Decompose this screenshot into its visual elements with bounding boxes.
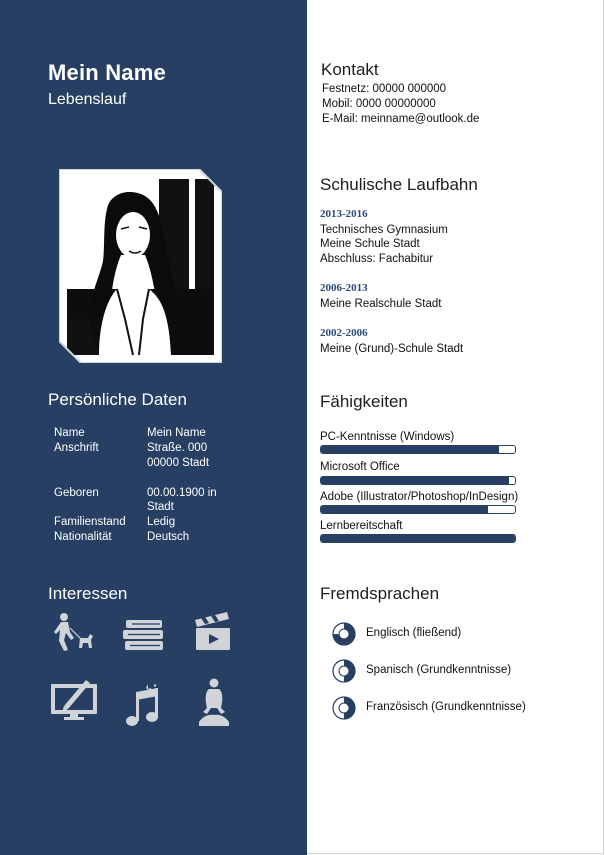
personal-value-city: 00000 Stadt bbox=[147, 457, 210, 469]
dog-walking-icon bbox=[52, 612, 94, 652]
personal-value-street: Straße. 000 bbox=[147, 442, 208, 454]
education-line: Meine (Grund)-Schule Stadt bbox=[320, 343, 464, 355]
personal-value-nationality: Deutsch bbox=[147, 531, 190, 543]
personal-value-name: Mein Name bbox=[147, 427, 206, 439]
language-label: Englisch (fließend) bbox=[366, 627, 462, 639]
personal-label-marital: Familienstand bbox=[54, 516, 126, 528]
personal-label-address: Anschrift bbox=[54, 442, 99, 454]
personal-label-born: Geboren bbox=[54, 487, 99, 499]
interests-title: Interessen bbox=[48, 584, 128, 603]
contact-title: Kontakt bbox=[321, 60, 379, 79]
education-title: Schulische Laufbahn bbox=[320, 175, 478, 194]
personal-data-title: Persönliche Daten bbox=[48, 390, 187, 409]
skill-bar bbox=[320, 534, 516, 543]
education-line: Meine Schule Stadt bbox=[320, 238, 420, 250]
skill-bar bbox=[320, 445, 516, 454]
education-years-3: 2002-2006 bbox=[320, 327, 368, 339]
skill-label: Microsoft Office bbox=[320, 461, 400, 473]
person-name: Mein Name bbox=[48, 60, 166, 85]
profile-photo bbox=[59, 169, 222, 363]
education-years-2: 2006-2013 bbox=[320, 282, 368, 294]
contact-mobile: Mobil: 0000 00000000 bbox=[322, 98, 436, 110]
skill-label: Adobe (Illustrator/Photoshop/InDesign) bbox=[320, 491, 519, 503]
skill-bar bbox=[320, 476, 516, 485]
education-line: Meine Realschule Stadt bbox=[320, 298, 442, 310]
personal-label-name: Name bbox=[54, 427, 85, 439]
personal-value-born: 00.00.1900 in bbox=[147, 487, 217, 499]
personal-label-nationality: Nationalität bbox=[54, 531, 112, 543]
film-clapper-icon bbox=[193, 610, 233, 652]
skill-label: PC-Kenntnisse (Windows) bbox=[320, 431, 455, 443]
digital-drawing-icon bbox=[50, 678, 100, 720]
language-label: Spanisch (Grundkenntnisse) bbox=[366, 664, 512, 676]
language-level-icon bbox=[332, 659, 356, 683]
contact-email: E-Mail: meinname@outlook.de bbox=[322, 113, 480, 125]
document-subtitle: Lebenslauf bbox=[48, 91, 127, 108]
education-line: Technisches Gymnasium bbox=[320, 224, 448, 236]
personal-value-born-city: Stadt bbox=[147, 501, 174, 513]
personal-value-marital: Ledig bbox=[147, 516, 176, 528]
education-years-1: 2013-2016 bbox=[320, 208, 368, 220]
education-line: Abschluss: Fachabitur bbox=[320, 253, 434, 265]
books-icon bbox=[122, 618, 166, 652]
yoga-icon bbox=[197, 678, 231, 728]
skill-label: Lernbereitschaft bbox=[320, 520, 403, 532]
language-label: Französisch (Grundkenntnisse) bbox=[366, 701, 526, 713]
contact-phone: Festnetz: 00000 000000 bbox=[322, 83, 447, 95]
language-level-icon bbox=[332, 622, 356, 646]
languages-title: Fremdsprachen bbox=[320, 584, 440, 603]
skills-title: Fähigkeiten bbox=[320, 392, 408, 411]
music-note-icon bbox=[124, 684, 164, 728]
language-level-icon bbox=[332, 696, 356, 720]
skill-bar bbox=[320, 505, 516, 514]
